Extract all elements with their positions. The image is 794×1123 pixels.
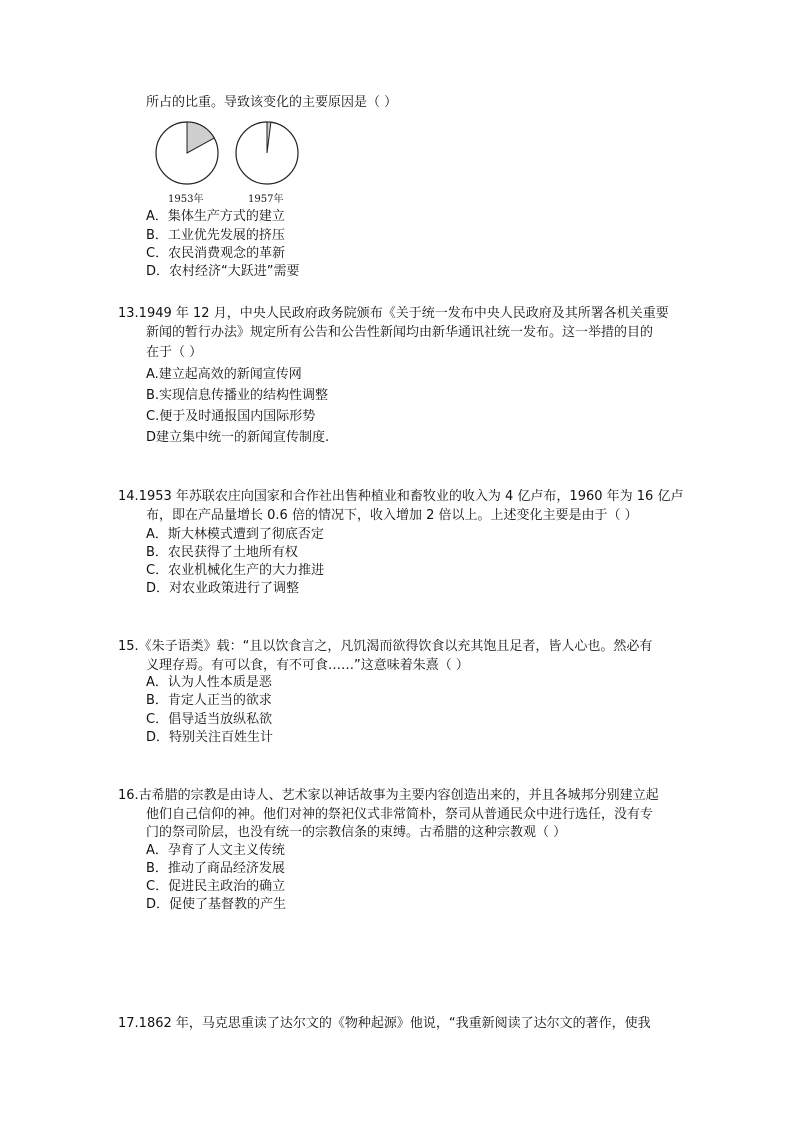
q16-stem-line-2: 他们自己信仰的神。他们对神的祭祀仪式非常简朴，祭司从普通民众中进行选任，没有专 [146,807,654,822]
pie-1953 [156,122,218,184]
q16-option-a: A．孕育了人文主义传统 [146,843,285,858]
q14-stem-line-2: 布，即在产品量增长 0.6 倍的情况下，收入增加 2 倍以上。上述变化主要是由于（ ） [146,508,638,523]
q17-stem-line-1: 17.1862 年，马克思重读了达尔文的《物种起源》他说，“我重新阅读了达尔文的著作，使我 [118,1016,651,1031]
q16-stem-line-3: 门的祭司阶层，也没有统一的宗教信条的束缚。古希腊的这种宗教观（ ） [146,825,567,840]
q13-stem-line-1: 13.1949 年 12 月，中央人民政府政务院颁布《关于统一发布中央人民政府及其所署各机关重要 [118,306,669,321]
q16-option-c: C．促进民主政治的确立 [146,879,286,894]
q13-option-c: C.便于及时通报国内国际形势 [146,409,316,424]
q14-option-b: B．农民获得了土地所有权 [146,545,298,560]
q15-stem-line-1: 15.《朱子语类》载：“且以饮食言之，凡饥渴而欲得饮食以充其饱且足者，皆人心也。然必有 [118,639,653,654]
q16-stem-line-1: 16.古希腊的宗教是由诗人、艺术家以神话故事为主要内容创造出来的，并且各城邦分别建立起 [118,788,659,803]
pie-1953-label: 1953年 [168,194,204,205]
q16-option-d: D．促使了基督教的产生 [146,897,287,912]
q16-option-b: B．推动了商品经济发展 [146,861,285,876]
pie-charts [150,120,310,205]
q13-stem-line-3: 在于（ ） [146,345,203,360]
q13-stem-line-2: 新闻的暂行办法》规定所有公告和公告性新闻均由新华通讯社统一发布。这一举措的目的 [146,325,654,340]
q15-option-b: B．肯定人正当的欲求 [146,693,272,708]
q13-option-b: B.实现信息传播业的结构性调整 [146,388,329,403]
q15-option-c: C．倡导适当放纵私欲 [146,712,273,727]
q12-option-c: C．农民消费观念的革新 [146,246,286,261]
pie-1957-label: 1957年 [248,194,284,205]
q15-stem-line-2: 义理存焉。有可以食，有不可食……”这意味着朱熹（ ） [146,658,469,673]
q14-option-a: A．斯大林模式遭到了彻底否定 [146,527,324,542]
q13-option-d: D建立集中统一的新闻宣传制度. [146,430,330,445]
pie-charts-svg [150,120,310,190]
q14-option-c: C．农业机械化生产的大力推进 [146,563,325,578]
q12-option-b: B．工业优先发展的挤压 [146,228,285,243]
q12-option-a: A．集体生产方式的建立 [146,209,285,224]
pie-1957 [236,122,298,184]
q15-option-d: D．特别关注百姓生计 [146,730,274,745]
q12-stem-tail: 所占的比重。导致该变化的主要原因是（ ） [146,95,398,110]
q13-option-a: A.建立起高效的新闻宣传网 [146,367,302,382]
q14-stem-line-1: 14.1953 年苏联农庄向国家和合作社出售种植业和畜牧业的收入为 4 亿卢布，1960 年为 16 亿卢 [118,489,684,504]
q14-option-d: D．对农业政策进行了调整 [146,581,300,596]
q15-option-a: A．认为人性本质是恶 [146,675,272,690]
q12-option-d: D．农村经济“大跃进”需要 [146,264,300,279]
